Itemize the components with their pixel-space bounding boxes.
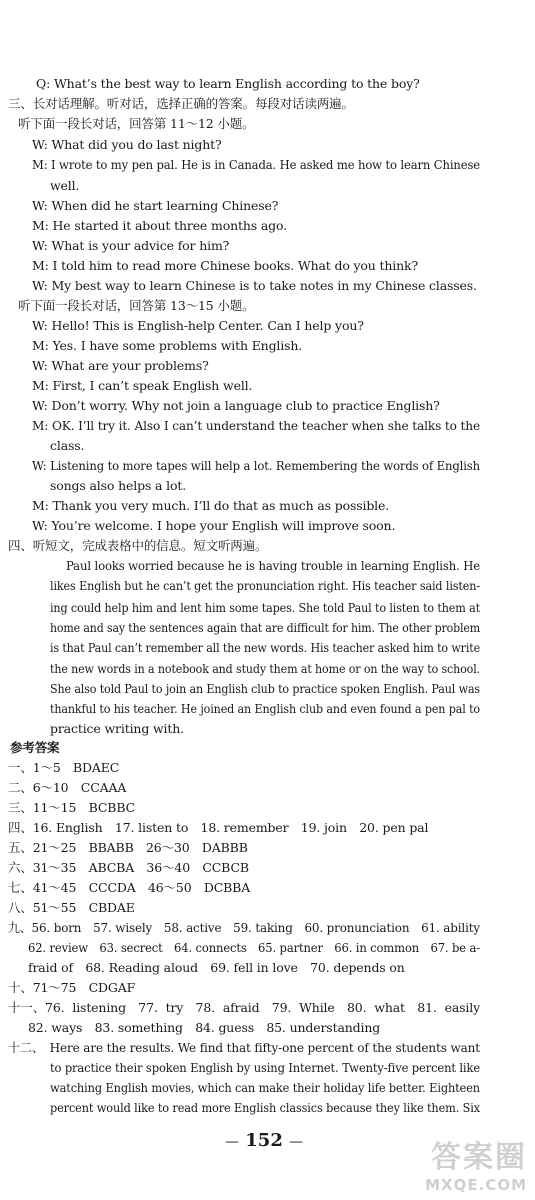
text-line: ing could help him and lent him some tapes. She told Paul to listen to them at: [50, 600, 480, 615]
text-line: 62. review 63. secrect 64. connects 65. partner 66. in common 67. be a-: [28, 940, 480, 955]
text-line: songs also helps a lot.: [50, 478, 187, 493]
text-line: is that Paul can’t remember all the new words. His teacher asked him to write: [50, 640, 480, 655]
text-line: 四、听短文，完成表格中的信息。短文听两遍。: [8, 538, 268, 553]
text-line: well.: [50, 178, 80, 193]
watermark-url: MXQE.COM: [425, 1176, 527, 1194]
text-line: 一、1～5 BDAEC: [8, 760, 120, 775]
text-line: W: Don’t worry. Why not join a language club to practice English?: [32, 398, 440, 413]
text-line: 七、41～45 CCCDA 46～50 DCBBA: [8, 880, 251, 895]
text-line: M: I wrote to my pen pal. He is in Canada. He asked me how to learn Chinese: [32, 157, 480, 172]
text-line: M: First, I can’t speak English well.: [32, 378, 253, 393]
text-line: W: What did you do last night?: [32, 137, 222, 152]
watermark-logo: 答案圈: [431, 1140, 527, 1175]
text-line: 十、71～75 CDGAF: [8, 980, 136, 995]
text-line: watching English movies, which can make their holiday life better. Eighteen: [50, 1080, 480, 1095]
text-line: W: When did he start learning Chinese?: [32, 198, 279, 213]
text-line: 三、长对话理解。听对话，选择正确的答案。每段对话读两遍。: [8, 96, 354, 111]
text-line: 二、6～10 CCAAA: [8, 780, 127, 795]
text-line: M: OK. I’ll try it. Also I can’t understand the teacher when she talks to the: [32, 418, 480, 433]
section-heading: 参考答案: [10, 740, 60, 755]
watermark: [425, 1132, 527, 1194]
text-line: W: Listening to more tapes will help a lot. Remembering the words of English: [32, 458, 480, 473]
text-line: 听下面一段长对话，回答第 13～15 小题。: [18, 298, 255, 313]
text-line: 82. ways 83. something 84. guess 85. understanding: [28, 1020, 381, 1035]
text-line: M: Thank you very much. I’ll do that as much as possible.: [32, 498, 390, 513]
text-line: class.: [50, 438, 85, 453]
text-line: She also told Paul to join an English club to practice spoken English. Paul was: [50, 681, 480, 696]
text-line: 五、21～25 BBABB 26～30 DABBB: [8, 840, 248, 855]
text-line: the new words in a notebook and study them at home or on the way to school.: [50, 661, 480, 676]
text-line: W: What are your problems?: [32, 358, 209, 373]
page-number-value: 152: [245, 1130, 283, 1151]
text-line: 十二、 Here are the results. We find that fifty-one percent of the students want: [8, 1040, 480, 1055]
text-line: M: He started it about three months ago.: [32, 218, 287, 233]
text-line: 听下面一段长对话，回答第 11～12 小题。: [18, 116, 255, 131]
text-line: to practice their spoken English by using Internet. Twenty-five percent like: [50, 1060, 480, 1075]
text-line: 十一、76. listening 77. try 78. afraid 79. While 80. what 81. easily: [8, 1000, 480, 1015]
text-line: likes English but he can’t get the pronunciation right. His teacher said listen-: [50, 578, 480, 593]
text-line: W: Hello! This is English-help Center. Can I help you?: [32, 318, 364, 333]
text-line: 四、16. English 17. listen to 18. remember 19. join 20. pen pal: [8, 820, 429, 835]
text-line: fraid of 68. Reading aloud 69. fell in love 70. depends on: [28, 960, 405, 975]
text-line: percent would like to read more English classics because they like them. Six: [50, 1100, 480, 1115]
text-line: 八、51～55 CBDAE: [8, 900, 135, 915]
text-line: W: My best way to learn Chinese is to take notes in my Chinese classes.: [32, 278, 477, 293]
text-line: M: Yes. I have some problems with English.: [32, 338, 303, 353]
text-line: Paul looks worried because he is having trouble in learning English. He: [66, 558, 480, 573]
text-line: Q: What’s the best way to learn English according to the boy?: [36, 76, 420, 91]
text-line: 九、56. born 57. wisely 58. active 59. taking 60. pronunciation 61. ability: [8, 920, 480, 935]
text-line: thankful to his teacher. He joined an English club and even found a pen pal to: [50, 701, 480, 716]
page-number-dash-right: —: [289, 1134, 304, 1150]
page-number: [225, 1130, 303, 1151]
text-line: home and say the sentences again that are difficult for him. The other problem: [50, 620, 480, 635]
text-line: W: You’re welcome. I hope your English will improve soon.: [32, 518, 396, 533]
text-line: 三、11～15 BCBBC: [8, 800, 136, 815]
text-line: W: What is your advice for him?: [32, 238, 230, 253]
page-number-dash-left: —: [225, 1134, 239, 1150]
text-line: 六、31～35 ABCBA 36～40 CCBCB: [8, 860, 249, 875]
text-line: M: I told him to read more Chinese books. What do you think?: [32, 258, 419, 273]
text-line: practice writing with.: [50, 721, 184, 736]
